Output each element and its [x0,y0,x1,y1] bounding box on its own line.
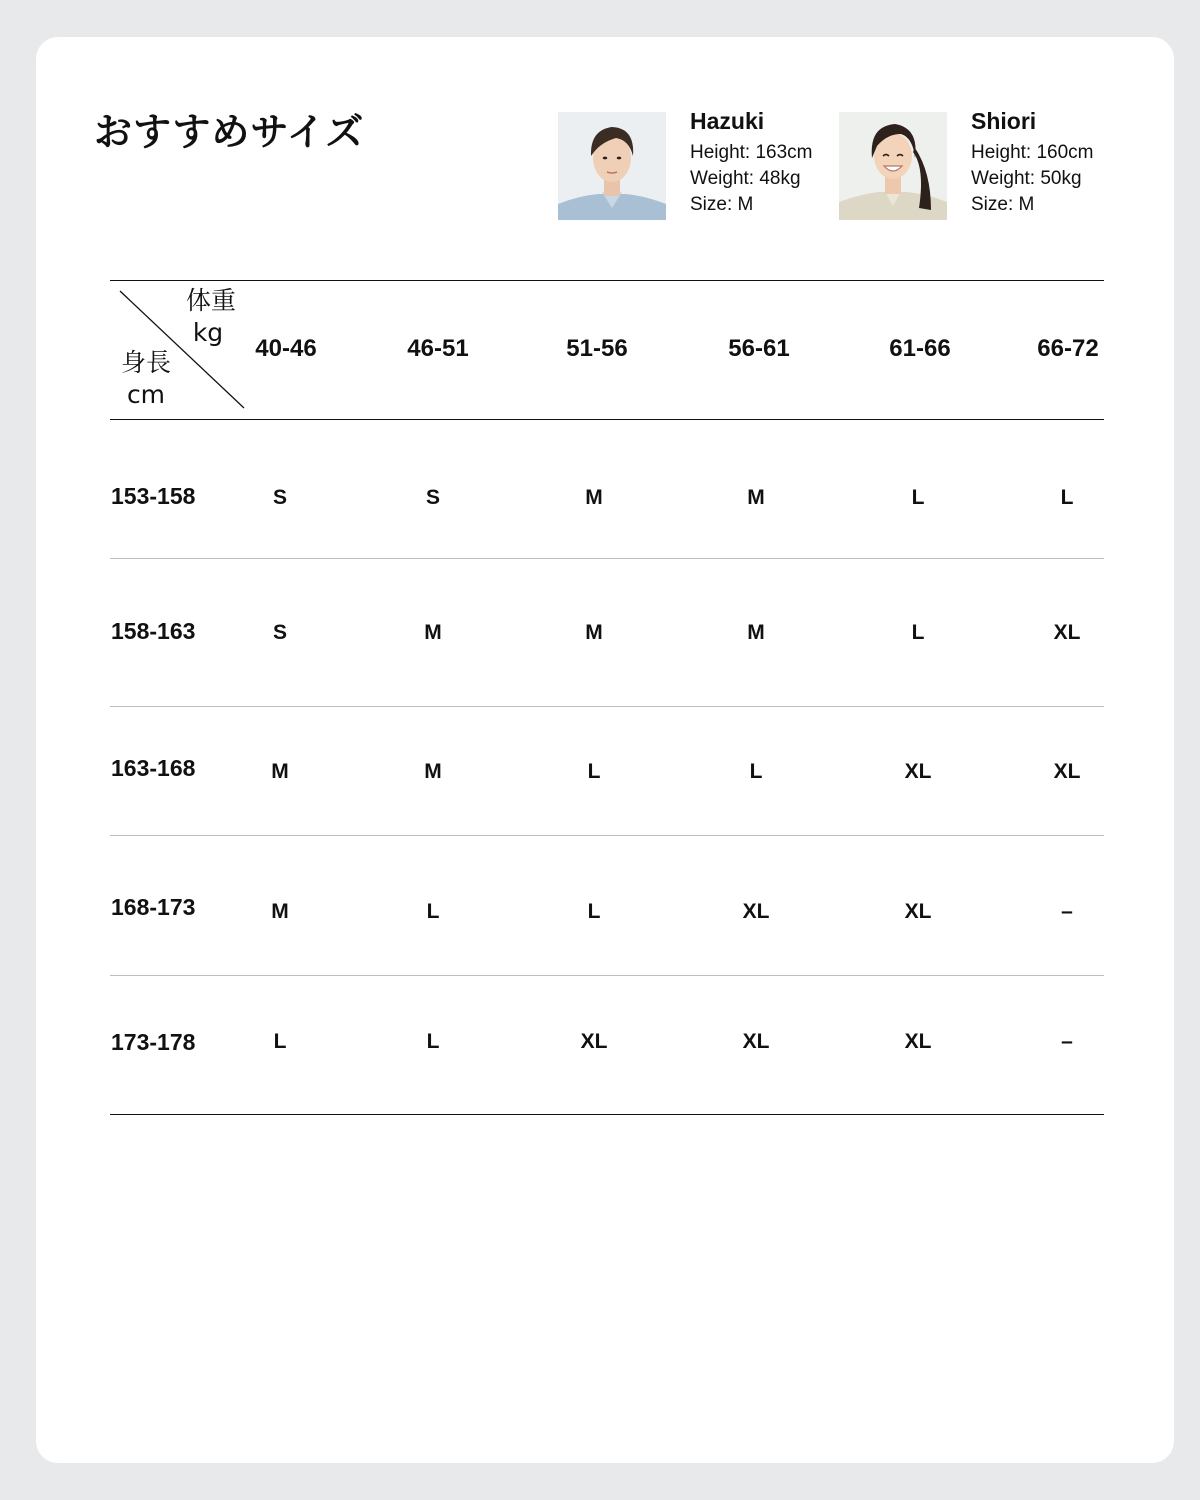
row-header-height: 153-158 [111,483,196,509]
size-cell: XL [904,900,932,923]
size-cell: S [425,486,440,509]
column-header-weight: 51-56 [566,335,628,362]
size-cell: M [271,900,289,923]
header-bottom-rule [110,419,1104,420]
model-photo-shiori [839,112,947,220]
column-header-weight: 61-66 [889,335,951,362]
table-top-rule [110,280,1104,281]
page-title: おすすめサイズ [94,110,365,154]
size-cell: L [911,486,925,509]
size-cell: L [587,760,601,783]
size-cell: L [749,760,763,783]
size-cell: M [585,486,603,509]
model-height: Height: 160cm [971,142,1094,163]
size-cell: – [1061,1030,1073,1053]
row-header-height: 163-168 [111,755,196,781]
size-cell: L [911,621,925,644]
weight-axis-label: 体重 kg [185,286,236,347]
size-cell: XL [904,1030,932,1053]
size-cell: L [1060,486,1074,509]
size-cell: M [424,621,442,644]
model-name: Shiori [971,108,1037,134]
row-divider [110,975,1104,976]
column-header-weight: 56-61 [728,335,790,362]
row-header-height: 168-173 [111,894,196,920]
model-name: Hazuki [690,108,765,134]
model-size: Size: M [690,194,754,215]
row-header-height: 158-163 [111,618,196,644]
model-info-shiori [971,108,1131,220]
model-weight: Weight: 50kg [971,168,1082,189]
size-cell: – [1061,900,1073,923]
size-chart-card [36,37,1174,1463]
row-divider [110,558,1104,559]
column-header-weight: 40-46 [255,335,317,362]
column-header-weight: 46-51 [407,335,469,362]
size-cell: L [273,1030,287,1053]
height-axis-label: 身長 cm [120,348,171,409]
row-divider [110,706,1104,707]
model-info-hazuki [690,108,850,220]
size-cell: M [271,760,289,783]
size-cell: XL [742,1030,770,1053]
size-cell: M [747,486,765,509]
size-cell: L [426,1030,440,1053]
size-cell: XL [1053,621,1081,644]
size-cell: M [585,621,603,644]
column-header-weight: 66-72 [1037,335,1099,362]
model-weight: Weight: 48kg [690,168,801,189]
size-cell: XL [904,760,932,783]
model-photo-hazuki [558,112,666,220]
row-header-height: 173-178 [111,1029,196,1055]
size-cell: M [747,621,765,644]
size-cell: S [272,621,287,644]
size-cell: S [272,486,287,509]
row-divider [110,835,1104,836]
size-cell: L [587,900,601,923]
model-height: Height: 163cm [690,142,813,163]
size-cell: L [426,900,440,923]
size-cell: XL [580,1030,608,1053]
table-bottom-rule [110,1114,1104,1115]
size-cell: M [424,760,442,783]
model-size: Size: M [971,194,1035,215]
size-cell: XL [1053,760,1081,783]
size-cell: XL [742,900,770,923]
